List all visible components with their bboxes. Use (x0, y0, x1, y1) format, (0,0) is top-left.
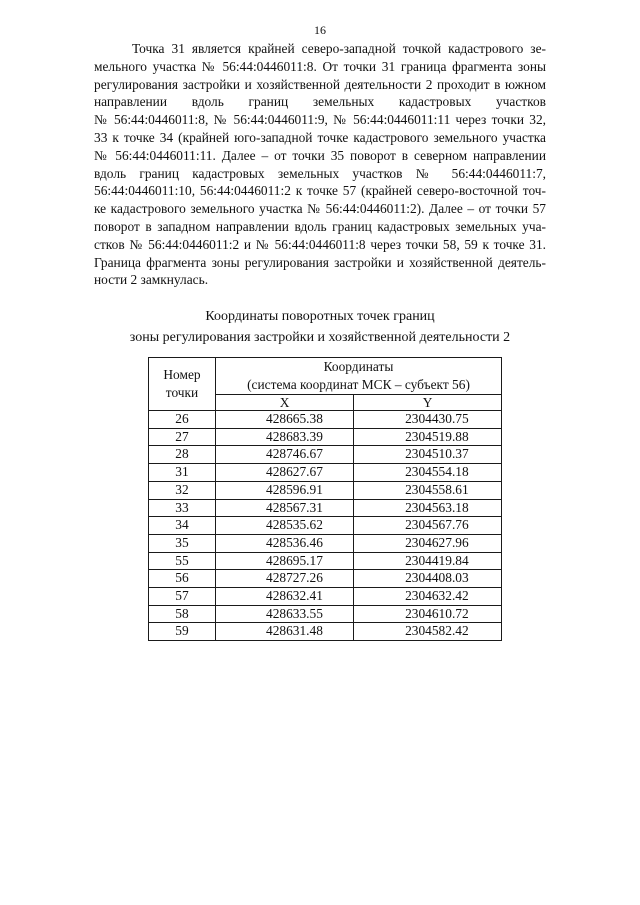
table-title-line: зоны регулирования застройки и хозяйственной деятельности 2 (129, 330, 511, 345)
y-coordinate-cell: 2304519.88 (354, 428, 502, 446)
table-row (149, 499, 502, 517)
paragraph-line: стков № 56:44:0446011:2 и № 56:44:0446011:8 через точки 58, 59 к точке 31. (94, 236, 546, 252)
y-coordinate-cell: 2304563.18 (354, 499, 502, 517)
table-row (149, 623, 502, 641)
y-coordinate-cell: 2304627.96 (354, 534, 502, 552)
point-number-cell: 28 (149, 446, 216, 464)
paragraph-line: регулирования застройки и хозяйственной деятельности 2 проходит в южном (94, 76, 546, 92)
table-title (0, 306, 640, 348)
coordinates-header-line: (система координат МСК – субъект 56) (247, 377, 470, 392)
table-row (149, 605, 502, 623)
table-row (149, 534, 502, 552)
paragraph-line: ности 2 замкнулась. (94, 272, 209, 288)
point-number-cell: 27 (149, 428, 216, 446)
x-coordinate-cell: 428627.67 (216, 464, 354, 482)
x-coordinate-cell: 428567.31 (216, 499, 354, 517)
table-body (149, 411, 502, 641)
y-coordinate-cell: 2304632.42 (354, 588, 502, 606)
point-number-cell: 26 (149, 411, 216, 429)
paragraph-line: 56:44:0446011:10, 56:44:0446011:2 к точке 57 (крайней северо-восточной точ- (94, 183, 546, 199)
x-coordinate-cell: 428631.48 (216, 623, 354, 641)
coordinates-header (216, 358, 502, 395)
point-number-header (149, 358, 216, 411)
paragraph-line: Точка 31 является крайней северо-западной точкой кадастрового зе- (132, 41, 546, 56)
point-number-header-line: Номер (163, 367, 201, 382)
y-coordinate-cell: 2304510.37 (354, 446, 502, 464)
y-column-header: Y (354, 395, 502, 411)
page-number: 16 (314, 23, 326, 37)
x-coordinate-cell: 428665.38 (216, 411, 354, 429)
table-row (149, 552, 502, 570)
point-number-cell: 57 (149, 588, 216, 606)
x-coordinate-cell: 428695.17 (216, 552, 354, 570)
y-coordinate-cell: 2304582.42 (354, 623, 502, 641)
x-coordinate-cell: 428535.62 (216, 517, 354, 535)
paragraph-line: поворот в западном направлении вдоль границ кадастровых земельных уча- (94, 218, 546, 234)
table-row (149, 570, 502, 588)
x-coordinate-cell: 428727.26 (216, 570, 354, 588)
y-coordinate-cell: 2304408.03 (354, 570, 502, 588)
x-column-header: X (216, 395, 354, 411)
point-number-cell: 59 (149, 623, 216, 641)
point-number-cell: 31 (149, 464, 216, 482)
x-coordinate-cell: 428746.67 (216, 446, 354, 464)
table-row (149, 481, 502, 499)
x-coordinate-cell: 428596.91 (216, 481, 354, 499)
table-title-line: Координаты поворотных точек границ (205, 309, 435, 324)
y-coordinate-cell: 2304430.75 (354, 411, 502, 429)
point-number-cell: 35 (149, 534, 216, 552)
coordinates-header-line: Координаты (323, 359, 394, 374)
y-coordinate-cell: 2304554.18 (354, 464, 502, 482)
point-number-cell: 56 (149, 570, 216, 588)
point-number-cell: 32 (149, 481, 216, 499)
table-row (149, 464, 502, 482)
paragraph-line: мельного участка № 56:44:0446011:8. От точки 31 граница фрагмента зоны (94, 58, 546, 74)
table-row (149, 446, 502, 464)
y-coordinate-cell: 2304558.61 (354, 481, 502, 499)
point-number-cell: 55 (149, 552, 216, 570)
point-number-header-line: точки (165, 385, 199, 400)
y-coordinate-cell: 2304610.72 (354, 605, 502, 623)
paragraph-line: Граница фрагмента зоны регулирования застройки и хозяйственной деятель- (94, 254, 546, 270)
paragraph-line: № 56:44:0446011:8, № 56:44:0446011:9, № 56:44:0446011:11 через точки 32, (94, 112, 546, 128)
x-coordinate-cell: 428632.41 (216, 588, 354, 606)
y-coordinate-cell: 2304567.76 (354, 517, 502, 535)
table-row (149, 428, 502, 446)
x-coordinate-cell: 428683.39 (216, 428, 354, 446)
body-paragraph (94, 40, 546, 289)
point-number-cell: 33 (149, 499, 216, 517)
point-number-cell: 34 (149, 517, 216, 535)
x-coordinate-cell: 428536.46 (216, 534, 354, 552)
paragraph-line: вдоль границ кадастровых земельных участков № 56:44:0446011:7, (94, 165, 546, 181)
x-coordinate-cell: 428633.55 (216, 605, 354, 623)
table-row (149, 411, 502, 429)
paragraph-line: направлении вдоль границ земельных кадастровых участков (94, 94, 546, 110)
y-coordinate-cell: 2304419.84 (354, 552, 502, 570)
table-row (149, 588, 502, 606)
point-number-cell: 58 (149, 605, 216, 623)
table-row (149, 517, 502, 535)
coordinates-table (148, 357, 502, 641)
paragraph-line: № 56:44:0446011:11. Далее – от точки 35 поворот в северном направлении (94, 147, 546, 163)
paragraph-line: 33 к точке 34 (крайней юго-западной точке кадастрового земельного участка (94, 129, 546, 145)
paragraph-line: ке кадастрового земельного участка № 56:44:0446011:2). Далее – от точки 57 (94, 201, 546, 217)
